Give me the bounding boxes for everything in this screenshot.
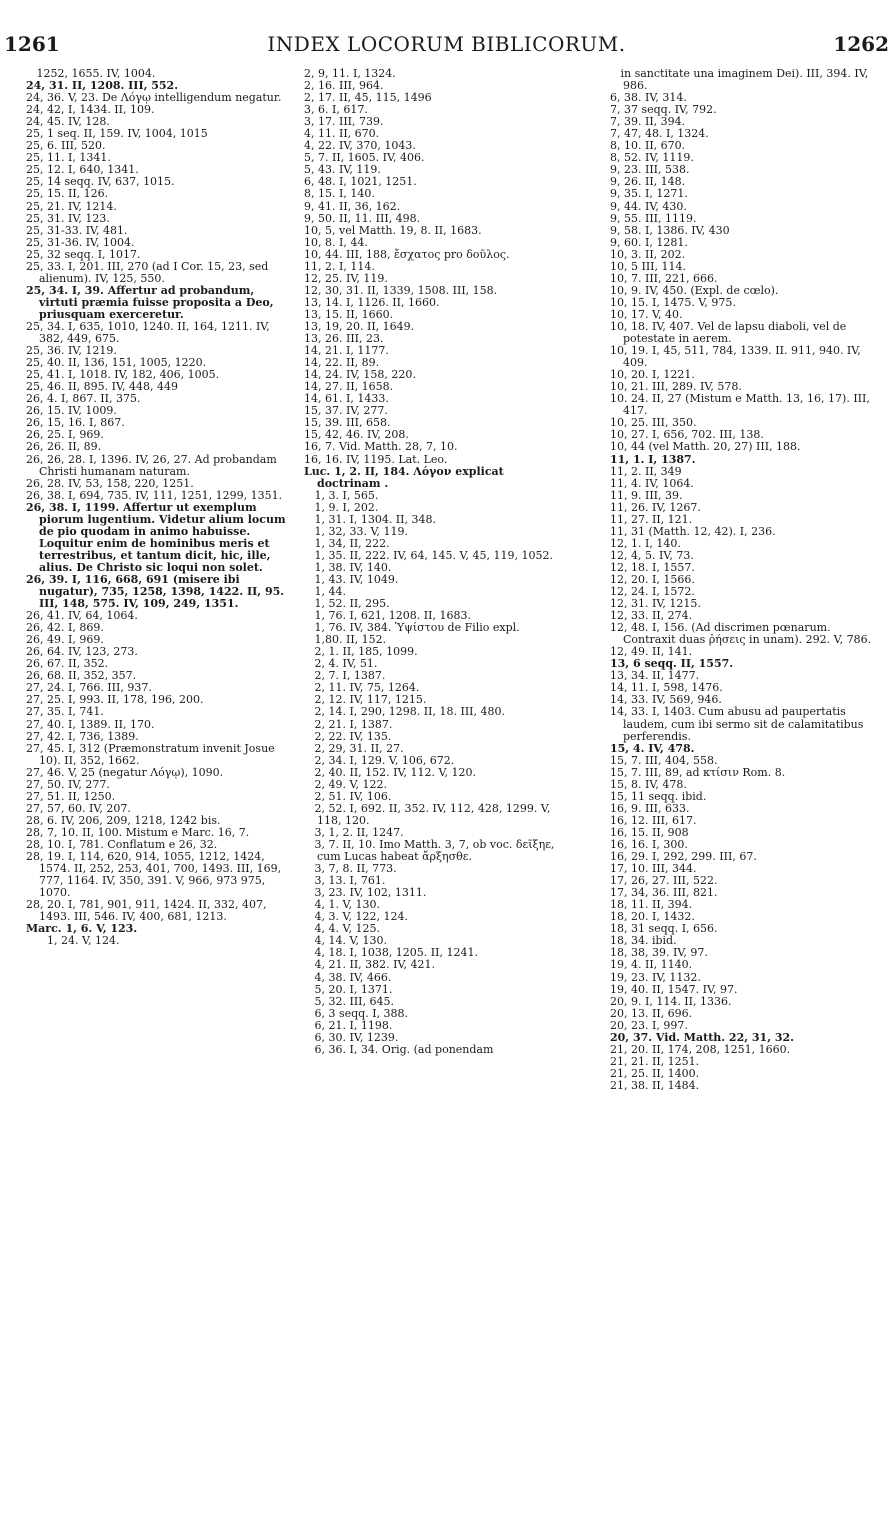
index-entry: 25, 34. I, 635, 1010, 1240. II, 164, 1211. IV, 382, 449, 675. <box>26 319 274 346</box>
index-entry: 25, 36. IV, 1219. <box>26 344 117 358</box>
index-entry: 2, 16. III, 964. <box>304 79 384 93</box>
index-entry: 2, 17. II, 45, 115, 1496 <box>304 91 432 105</box>
index-entry: 19, 23. IV, 1132. <box>610 970 701 984</box>
index-entry: 14, 27. II, 1658. <box>304 380 394 394</box>
index-entry: 20, 13. II, 696. <box>610 1006 693 1020</box>
index-entry: 1, 52. II, 295. <box>304 597 390 611</box>
index-entry: 1252, 1655. IV, 1004. <box>26 67 156 80</box>
index-entry: 25, 6. III, 520. <box>26 139 106 153</box>
index-entry: 1, 32, 33. V, 119. <box>304 524 408 538</box>
index-entry: 7, 47, 48. I, 1324. <box>610 127 709 141</box>
index-entry: 2, 1. II, 185, 1099. <box>304 645 418 659</box>
index-entry: 12, 1. I, 140. <box>610 536 681 550</box>
index-entry: 1, 9. I, 202. <box>304 500 379 514</box>
index-entry: 2, 11. IV, 75, 1264. <box>304 681 420 695</box>
index-entry: 15, 37. IV, 277. <box>304 404 388 418</box>
index-entry: 25, 31. IV, 123. <box>26 211 110 225</box>
index-entry: 26, 68. II, 352, 357. <box>26 669 137 683</box>
index-entry: 3, 7. II, 10. Imo Matth. 3, 7, ob voc. δεῖξηε, cum Lucas habeat ἄρξησθε. <box>304 838 558 864</box>
index-entry: 26, 15. IV, 1009. <box>26 404 117 418</box>
index-entry: 25, 31-36. IV, 1004. <box>26 235 135 249</box>
index-entry: 4, 14. V, 130. <box>304 934 387 948</box>
page-header <box>4 32 889 62</box>
index-entry: 9, 35. I, 1271. <box>610 187 688 201</box>
index-entry: 28, 20. I, 781, 901, 911, 1424. II, 332, 407, 1493. III, 546. IV, 400, 681, 1213. <box>26 898 270 924</box>
index-column-1 <box>26 68 288 947</box>
index-entry: 10, 19. I, 45, 511, 784, 1339. II. 911, 940. IV, 409. <box>610 344 865 370</box>
index-entry: 27, 50. IV, 277. <box>26 777 110 791</box>
index-entry: in sanctitate una imaginem Dei). III, 394. IV, 986. <box>610 67 872 93</box>
index-entry: 11, 27. II, 121. <box>610 512 693 526</box>
index-entry: 11, 4. IV, 1064. <box>610 476 694 490</box>
index-entry: 15, 7. III, 89, ad κτίσιν Rom. 8. <box>610 765 786 779</box>
index-entry: 3, 13. I, 761. <box>304 874 386 888</box>
index-entry: 14, 22. II, 89. <box>304 356 380 370</box>
index-entry: 10, 44. III, 188, ἔσχατος pro δοῦλος. <box>304 247 510 261</box>
page-number-right: 1262 <box>833 32 889 56</box>
index-entry: 26, 38. I, 694, 735. IV, 111, 1251, 1299, 1351. <box>26 488 283 502</box>
page-title: INDEX LOCORUM BIBLICORUM. <box>267 32 626 56</box>
index-entry: 26, 41. IV, 64, 1064. <box>26 609 138 623</box>
index-entry: 25, 41. I, 1018. IV, 182, 406, 1005. <box>26 368 220 382</box>
index-entry: 26, 28. IV, 53, 158, 220, 1251. <box>26 476 194 490</box>
index-entry: 20, 23. I, 997. <box>610 1018 688 1032</box>
index-entry: 24, 42, I, 1434. II, 109. <box>26 103 155 117</box>
index-entry: 13, 14. I, 1126. II, 1660. <box>304 295 440 309</box>
index-entry: 10, 44 (vel Matth. 20, 27) III, 188. <box>610 440 801 454</box>
index-entry: 12, 49. II, 141. <box>610 645 693 659</box>
index-entry: 15, 39. III, 658. <box>304 416 391 430</box>
index-entry: 26, 26, 28. I, 1396. IV, 26, 27. Ad probandam Christi humanam naturam. <box>26 452 281 478</box>
index-entry: 8, 52. IV, 1119. <box>610 151 694 165</box>
index-entry: 14, 24. IV, 158, 220. <box>304 368 416 382</box>
index-entry: 2, 9, 11. I, 1324. <box>304 67 396 80</box>
index-entry: 28, 19. I, 114, 620, 914, 1055, 1212, 1424, 1574. II, 252, 253, 401, 700, 1493. III, 169, 777, 1164. IV, 350, 391. V, 966, 973 975, 1070. <box>26 850 285 900</box>
index-entry: 25, 11. I, 1341. <box>26 151 111 165</box>
index-entry: 4, 22. IV, 370, 1043. <box>304 139 416 153</box>
index-entry: 4, 4. V, 125. <box>304 922 380 936</box>
index-entry: 11, 2. I, 114. <box>304 259 375 273</box>
index-entry: 10, 5 III, 114. <box>610 259 687 273</box>
index-entry: 10, 3. II, 202. <box>610 247 686 261</box>
index-entry: 17, 26, 27. III, 522. <box>610 874 718 888</box>
index-entry: 15, 7. III, 404, 558. <box>610 753 718 767</box>
index-entry: 10, 5, vel Matth. 19, 8. II, 1683. <box>304 223 482 237</box>
index-entry: 25, 21. IV, 1214. <box>26 199 117 213</box>
index-entry: 1, 44. <box>304 585 346 599</box>
index-entry: 25, 40. II, 136, 151, 1005, 1220. <box>26 356 207 370</box>
index-entry: 16, 15. II, 908 <box>610 825 689 839</box>
index-entry: 12, 33. II, 274. <box>610 609 693 623</box>
index-entry: 13, 19, 20. II, 1649. <box>304 319 415 333</box>
index-entry: 16, 7. Vid. Matth. 28, 7, 10. <box>304 440 458 454</box>
index-entry: 10. 24. II, 27 (Mistum e Matth. 13, 16, 17). III, 417. <box>610 392 874 418</box>
index-entry: 12, 4, 5. IV, 73. <box>610 548 694 562</box>
index-entry: 26, 15, 16. I, 867. <box>26 416 125 430</box>
index-entry: 19, 40. II, 1547. IV, 97. <box>610 982 738 996</box>
index-entry: 26, 49. I, 969. <box>26 633 104 647</box>
index-entry: 21, 21. II, 1251. <box>610 1054 700 1068</box>
index-entry: 14, 61. I, 1433. <box>304 392 389 406</box>
index-entry: 3, 6. I, 617. <box>304 103 368 117</box>
index-entry: 14, 21. I, 1177. <box>304 344 389 358</box>
index-entry: 1, 35. II, 222. IV, 64, 145. V, 45, 119, 1052. <box>304 548 553 562</box>
index-entry: 4, 18. I, 1038, 1205. II, 1241. <box>304 946 478 960</box>
index-entry: 3, 23. IV, 102, 1311. <box>304 886 427 900</box>
index-entry: 6, 3 seqq. I, 388. <box>304 1006 409 1020</box>
index-entry: 1, 76. IV, 384. Ὑψίστου de Filio expl. <box>304 621 520 635</box>
index-entry: 10, 8. I, 44. <box>304 235 368 249</box>
index-entry: 14, 33. IV, 569, 946. <box>610 693 722 707</box>
index-entry: 10, 18. IV, 407. Vel de lapsu diaboli, vel de potestate in aerem. <box>610 319 850 346</box>
index-entry: 3, 17. III, 739. <box>304 115 384 129</box>
page-number-left: 1261 <box>4 32 60 56</box>
index-entry: 27, 42. I, 736, 1389. <box>26 729 139 743</box>
index-entry: 1, 3. I, 565. <box>304 488 379 502</box>
index-entry: 19, 4. II, 1140. <box>610 958 693 972</box>
index-entry: 6, 48. I, 1021, 1251. <box>304 175 417 189</box>
index-entry: 12, 20. I, 1566. <box>610 572 695 586</box>
index-entry: 12, 48. I, 156. (Ad discrimen pœnarum. Contraxit duas ῥήσεις in unam). 292. V, 786. <box>610 621 872 647</box>
index-entry: 2, 7. I, 1387. <box>304 669 386 683</box>
index-entry: 10, 15. I, 1475. V, 975. <box>610 295 736 309</box>
index-entry: 12, 24. I, 1572. <box>610 585 695 599</box>
index-entry: 4, 21. II, 382. IV, 421. <box>304 958 436 972</box>
index-entry: 18, 31 seqq. I, 656. <box>610 922 718 936</box>
index-entry: 27, 40. I, 1389. II, 170. <box>26 717 155 731</box>
index-entry: Luc. 1, 2. II, 184. Λόγον explicat doctrinam . <box>304 464 508 490</box>
index-entry: 2, 51. IV, 106. <box>304 789 392 803</box>
index-entry: 11, 9. III, 39. <box>610 488 683 502</box>
index-entry: 3, 1, 2. II, 1247. <box>304 825 404 839</box>
index-entry: 10, 20. I, 1221. <box>610 368 695 382</box>
index-entry: 17, 10. III, 344. <box>610 862 697 876</box>
index-entry: 25, 34. I, 39. Affertur ad probandum, virtuti præmia fuisse proposita a Deo, priusquam exerceretur. <box>26 283 278 321</box>
index-entry: 10, 17. V, 40. <box>610 307 683 321</box>
index-entry: 2, 4. IV, 51. <box>304 657 378 671</box>
index-entry: 10, 25. III, 350. <box>610 416 697 430</box>
index-entry: 16, 16. I, 300. <box>610 838 688 851</box>
index-entry: 26, 67. II, 352. <box>26 657 109 671</box>
index-entry: 2, 29, 31. II, 27. <box>304 741 404 755</box>
index-entry: 26, 25. I, 969. <box>26 428 104 442</box>
index-entry: 9, 58. I, 1386. IV, 430 <box>610 223 730 237</box>
index-entry: 2, 14. I, 290, 1298. II, 18. III, 480. <box>304 705 505 719</box>
index-entry: 4, 3. V, 122, 124. <box>304 910 408 924</box>
index-entry: 6, 21. I, 1198. <box>304 1018 393 1032</box>
index-entry: 27, 25. I, 993. II, 178, 196, 200. <box>26 693 204 707</box>
index-entry: 11, 31 (Matth. 12, 42). I, 236. <box>610 524 776 538</box>
index-entry: 6, 30. IV, 1239. <box>304 1030 399 1044</box>
index-entry: 24, 45. IV, 128. <box>26 115 110 129</box>
index-column-2 <box>304 68 570 1056</box>
index-entry: 11, 1. I, 1387. <box>610 452 696 466</box>
index-entry: 26, 38. I, 1199. Affertur ut exemplum piorum lugentium. Videtur alium locum de pio quodam in animo habuisse. Loquitur enim de hominibus meris et terrestribus, et tantum dicit, hic, ille, alius. De Christo sic loqui non solet. <box>26 500 290 574</box>
index-entry: 16, 12. III, 617. <box>610 813 697 827</box>
index-entry: 16, 16. IV, 1195. Lat. Leo. <box>304 452 448 466</box>
index-entry: 13, 15. II, 1660. <box>304 307 394 321</box>
index-entry: 13, 34. II, 1477. <box>610 669 700 683</box>
index-entry: 9, 44. IV, 430. <box>610 199 687 213</box>
index-entry: 27, 24. I, 766. III, 937. <box>26 681 152 695</box>
index-entry: 5, 43. IV, 119. <box>304 163 381 177</box>
index-entry: 25, 12. I, 640, 1341. <box>26 163 139 177</box>
index-entry: 28, 7, 10. II, 100. Mistum e Marc. 16, 7. <box>26 825 250 839</box>
index-entry: 26, 39. I, 116, 668, 691 (misere ibi nugatur), 735, 1258, 1398, 1422. II, 95. III, 148, 575. IV, 109, 249, 1351. <box>26 572 288 611</box>
index-entry: 25, 14 seqq. IV, 637, 1015. <box>26 175 175 189</box>
index-entry: 21, 38. II, 1484. <box>610 1078 700 1092</box>
index-entry: 5, 32. III, 645. <box>304 994 395 1008</box>
index-entry: 7, 37 seqq. IV, 792. <box>610 103 717 117</box>
index-entry: 25, 33. I, 201. III, 270 (ad I Cor. 15, 23, sed alienum). IV, 125, 550. <box>26 259 272 285</box>
index-entry: 2, 49. V, 122. <box>304 777 387 791</box>
index-entry: 1, 34, II, 222. <box>304 536 390 550</box>
index-entry: 4, 1. V, 130. <box>304 898 380 912</box>
index-entry: 18, 20. I, 1432. <box>610 910 695 924</box>
index-entry: 4, 38. IV, 466. <box>304 970 392 984</box>
index-entry: 12, 31. IV, 1215. <box>610 597 701 611</box>
index-entry: 5, 7. II, 1605. IV, 406. <box>304 151 425 165</box>
index-entry: 25, 15. II, 126. <box>26 187 109 201</box>
index-entry: 2, 34. I, 129. V, 106, 672. <box>304 753 455 767</box>
index-entry: 9, 50. II, 11. III, 498. <box>304 211 421 225</box>
index-entry: 1, 76. I, 621, 1208. II, 1683. <box>304 609 471 623</box>
index-entry: 27, 45. I, 312 (Præmonstratum invenit Josue 10). II, 352, 1662. <box>26 741 279 767</box>
index-entry: 15, 8. IV, 478. <box>610 777 687 791</box>
index-entry: 26, 4. I, 867. II, 375. <box>26 392 141 406</box>
index-entry: 11, 2. II, 349 <box>610 464 682 478</box>
index-entry: 27, 46. V, 25 (negatur Λόγῳ), 1090. <box>26 765 224 779</box>
index-entry: 28, 6. IV, 206, 209, 1218, 1242 bis. <box>26 813 221 827</box>
index-entry: 3, 7, 8. II, 773. <box>304 862 397 876</box>
index-entry: 12, 18. I, 1557. <box>610 560 695 574</box>
index-entry: 21, 25. II, 1400. <box>610 1066 700 1080</box>
index-entry: 20, 9. I, 114. II, 1336. <box>610 994 732 1008</box>
index-entry: 26, 26. II, 89. <box>26 440 102 454</box>
index-entry: 26, 64. IV, 123, 273. <box>26 645 138 659</box>
index-entry: 18, 11. II, 394. <box>610 898 693 912</box>
index-entry: 14, 33. I, 1403. Cum abusu ad paupertatis laudem, cum ibi sermo sit de calamitatibus perferendis. <box>610 705 867 743</box>
index-entry: 18, 34. ibid. <box>610 934 677 948</box>
index-entry: 27, 51. II, 1250. <box>26 789 116 803</box>
index-entry: 9, 23. III, 538. <box>610 163 690 177</box>
index-entry: 25, 32 seqq. I, 1017. <box>26 247 141 261</box>
index-entry: 9, 55. III, 1119. <box>610 211 697 225</box>
index-entry: 16, 29. I, 292, 299. III, 67. <box>610 850 757 864</box>
index-entry: 12, 30, 31. II, 1339, 1508. III, 158. <box>304 283 498 297</box>
index-entry: 15, 42, 46. IV, 208. <box>304 428 409 442</box>
index-entry: 20, 37. Vid. Matth. 22, 31, 32. <box>610 1030 794 1044</box>
index-entry: 11, 26. IV, 1267. <box>610 500 701 514</box>
index-entry: 1, 31. I, 1304. II, 348. <box>304 512 436 526</box>
index-entry: 10, 27. I, 656, 702. III, 138. <box>610 428 764 442</box>
index-entry: 28, 10. I, 781. Conflatum e 26, 32. <box>26 838 218 851</box>
index-entry: 6, 36. I, 34. Orig. (ad ponendam <box>304 1042 494 1056</box>
index-entry: 2, 52. I, 692. II, 352. IV, 112, 428, 1299. V, 118, 120. <box>304 801 554 827</box>
index-entry: 1, 24. V, 124. <box>26 934 120 948</box>
index-entry: 4, 11. II, 670. <box>304 127 380 141</box>
index-entry: 2, 22. IV, 135. <box>304 729 392 743</box>
index-entry: 1, 38. IV, 140. <box>304 560 392 574</box>
index-entry: 10, 21. III, 289. IV, 578. <box>610 380 742 394</box>
index-entry: Marc. 1, 6. V, 123. <box>26 922 138 936</box>
index-entry: 2, 21. I, 1387. <box>304 717 393 731</box>
index-entry: 25, 1 seq. II, 159. IV, 1004, 1015 <box>26 127 208 141</box>
index-entry: 14, 11. I, 598, 1476. <box>610 681 723 695</box>
index-entry: 6, 38. IV, 314. <box>610 91 687 105</box>
index-entry: 13, 26. III, 23. <box>304 332 384 346</box>
index-column-3 <box>610 68 886 1092</box>
index-entry: 15, 4. IV, 478. <box>610 741 695 755</box>
index-entry: 13, 6 seqq. II, 1557. <box>610 657 734 671</box>
index-entry: 27, 57, 60. IV, 207. <box>26 801 131 815</box>
index-entry: 8, 10. II, 670. <box>610 139 686 153</box>
index-entry: 16, 9. III, 633. <box>610 801 690 815</box>
index-entry: 8, 15. I, 140. <box>304 187 375 201</box>
index-entry: 15, 11 seqq. ibid. <box>610 789 707 803</box>
index-entry: 7, 39. II, 394. <box>610 115 686 129</box>
index-entry: 5, 20. I, 1371. <box>304 982 393 996</box>
index-entry: 1, 43. IV, 1049. <box>304 572 399 586</box>
index-entry: 9, 60. I, 1281. <box>610 235 688 249</box>
index-entry: 10, 9. IV, 450. (Expl. de cœlo). <box>610 283 779 297</box>
index-entry: 10, 7. III, 221, 666. <box>610 271 718 285</box>
index-entry: 25, 31-33. IV, 481. <box>26 223 128 237</box>
index-entry: 9, 41. II, 36, 162. <box>304 199 401 213</box>
index-entry: 27, 35. I, 741. <box>26 705 104 719</box>
index-entry: 24, 31. II, 1208. III, 552. <box>26 79 179 93</box>
index-entry: 25, 46. II, 895. IV, 448, 449 <box>26 380 178 394</box>
index-entry: 9, 26. II, 148. <box>610 175 686 189</box>
index-entry: 12, 25. IV, 119. <box>304 271 388 285</box>
index-entry: 1,80. II, 152. <box>304 633 387 647</box>
index-entry: 24, 36. V, 23. De Λόγῳ intelligendum negatur. <box>26 91 282 105</box>
index-entry: 21, 20. II, 174, 208, 1251, 1660. <box>610 1042 791 1056</box>
index-entry: 2, 40. II, 152. IV, 112. V, 120. <box>304 765 477 779</box>
index-entry: 2, 12. IV, 117, 1215. <box>304 693 427 707</box>
index-entry: 26, 42. I, 869. <box>26 621 104 635</box>
index-entry: 18, 38, 39. IV, 97. <box>610 946 708 960</box>
index-entry: 17, 34, 36. III, 821. <box>610 886 718 900</box>
